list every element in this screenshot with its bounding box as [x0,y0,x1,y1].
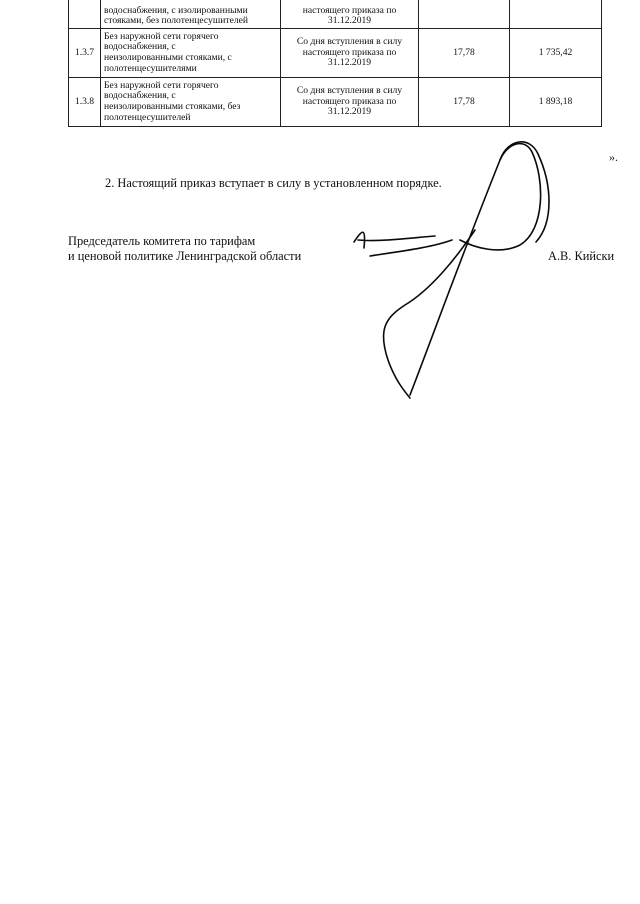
closing-quote: ». [609,150,618,164]
row-validity: Со дня вступления в силу настоящего приказа по 31.12.2019 [281,29,419,78]
signature-stroke [383,230,475,398]
row-number: 1.3.7 [69,29,101,78]
signatory-title [68,234,301,264]
row-number [69,0,101,29]
signature-stroke [500,142,549,242]
row-validity: настоящего приказа по 31.12.2019 [281,0,419,29]
handwritten-signature [340,130,570,400]
row-value-2: 1 735,42 [510,29,602,78]
row-value-1: 17,78 [419,29,510,78]
signature-stroke [370,240,452,256]
row-value-2: 1 893,18 [510,78,602,127]
row-value-2 [510,0,602,29]
paragraph-2: 2. Настоящий приказ вступает в силу в установленном порядке. [105,176,442,190]
row-value-1 [419,0,510,29]
signature-stroke [410,144,541,395]
row-description: Без наружной сети горячего водоснабжения, с неизолированными стояками, с полотенцесушителями [101,29,281,78]
table-row [69,0,602,29]
signatory-title-line-2: и ценовой политике Ленинградской области [68,249,302,263]
row-number: 1.3.8 [69,78,101,127]
tariff-table [68,0,602,127]
table-row [69,29,602,78]
table-row [69,78,602,127]
row-value-1: 17,78 [419,78,510,127]
row-description: Без наружной сети горячего водоснабжения, с неизолированными стояками, без полотенцесушителей [101,78,281,127]
signature-stroke [354,232,435,248]
signatory-title-line-1: Председатель комитета по тарифам [68,234,256,248]
signatory-name: А.В. Кийски [548,249,615,263]
row-description: водоснабжения, с изолированными стояками, без полотенцесушителей [101,0,281,29]
row-validity: Со дня вступления в силу настоящего приказа по 31.12.2019 [281,78,419,127]
